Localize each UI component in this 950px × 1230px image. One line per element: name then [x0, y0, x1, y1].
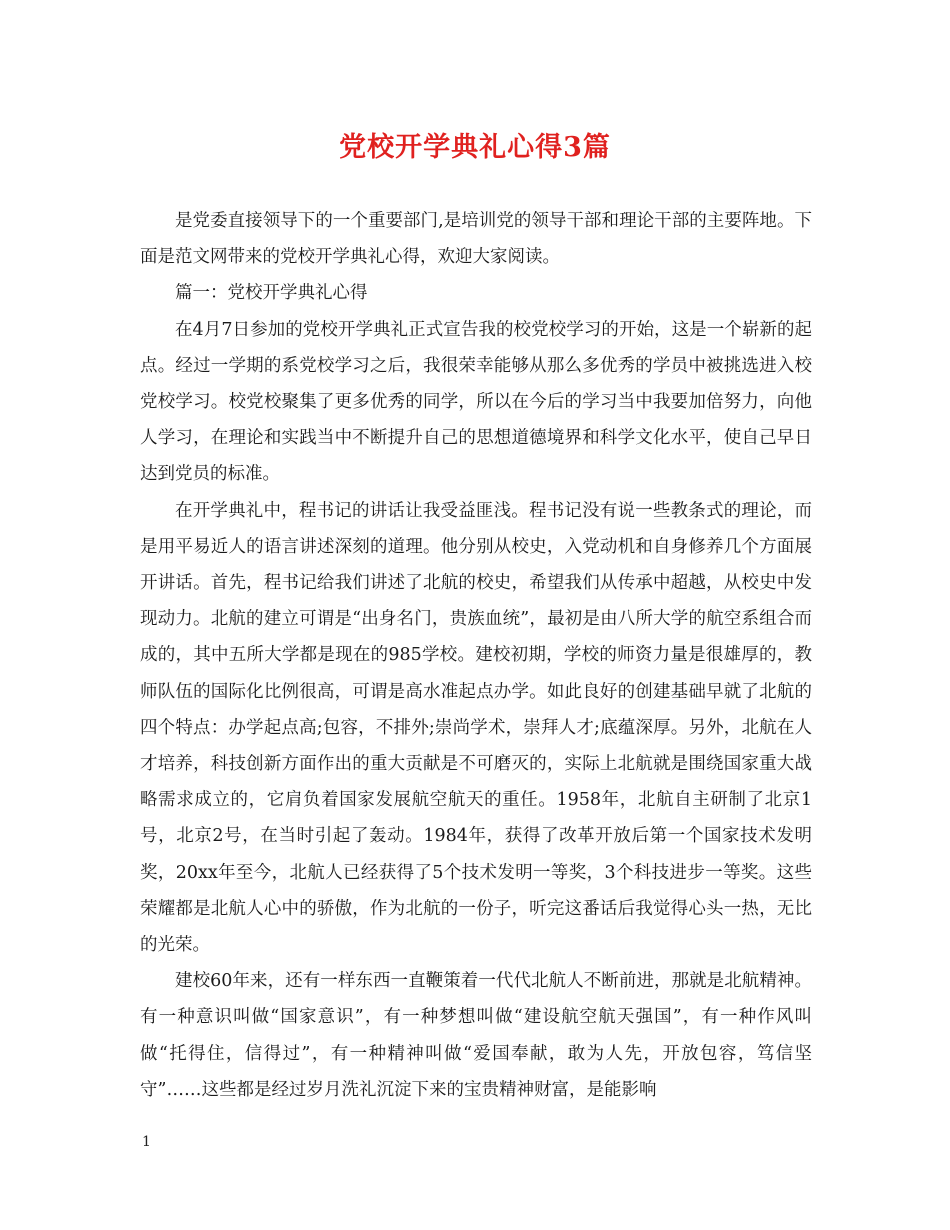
body-paragraph: 在开学典礼中，程书记的讲话让我受益匪浅。程书记没有说一些教条式的理论，而是用平易近人的语言讲述深刻的道理。他分别从校史，入党动机和自身修养几个方面展开讲话。首先，程书记给我们讲述了北航的校史，希望我们从传承中超越，从校史中发现动力。北航的建立可谓是“出身名门，贵族血统”，最初是由八所大学的航空系组合而成的，其中五所大学都是现在的985学校。建校初期，学校的师资力量是很雄厚的，教师队伍的国际化比例很高，可谓是高水准起点办学。如此良好的创建基础早就了北航的四个特点：办学起点高;包容，不排外;崇尚学术，崇拜人才;底蕴深厚。另外，北航在人才培养，科技创新方面作出的重大贡献是不可磨灭的，实际上北航就是围绕国家重大战略需求成立的，它肩负着国家发展航空航天的重任。1958年，北航自主研制了北京1号，北京2号，在当时引起了轰动。1984年，获得了改革开放后第一个国家技术发明奖，20xx年至今，北航人已经获得了5个技术发明一等奖，3个科技进步一等奖。这些荣耀都是北航人心中的骄傲，作为北航的一份子，听完这番话后我觉得心头一热，无比的光荣。 — [140, 500, 812, 956]
body-paragraph: 建校60年来，还有一样东西一直鞭策着一代代北航人不断前进，那就是北航精神。有一种意识叫做“国家意识”，有一种梦想叫做“建设航空航天强国”，有一种作风叫做“托得住，信得过”，有一种精神叫做“爱国奉献，敢为人先，开放包容，笃信坚守”……这些都是经过岁月洗礼沉淀下来的宝贵精神财富，是能影响 — [140, 971, 812, 1100]
section-heading: 篇一：党校开学典礼心得 — [175, 283, 368, 304]
page-number: 1 — [142, 1134, 151, 1150]
document-title: 党校开学典礼心得3篇 — [339, 132, 611, 163]
body-paragraph: 在4月7日参加的党校开学典礼正式宣告我的校党校学习的开始，这是一个崭新的起点。经过一学期的系党校学习之后，我很荣幸能够从那么多优秀的学员中被挑选进入校党校学习。校党校聚集了更多优秀的同学，所以在今后的学习当中我要加倍努力，向他人学习，在理论和实践当中不断提升自己的思想道德境界和科学文化水平，使自己早日达到党员的标准。 — [140, 319, 812, 485]
intro-paragraph: 是党委直接领导下的一个重要部门,是培训党的领导干部和理论干部的主要阵地。下面是范文网带来的党校开学典礼心得，欢迎大家阅读。 — [140, 211, 812, 268]
document-body — [140, 203, 812, 1108]
